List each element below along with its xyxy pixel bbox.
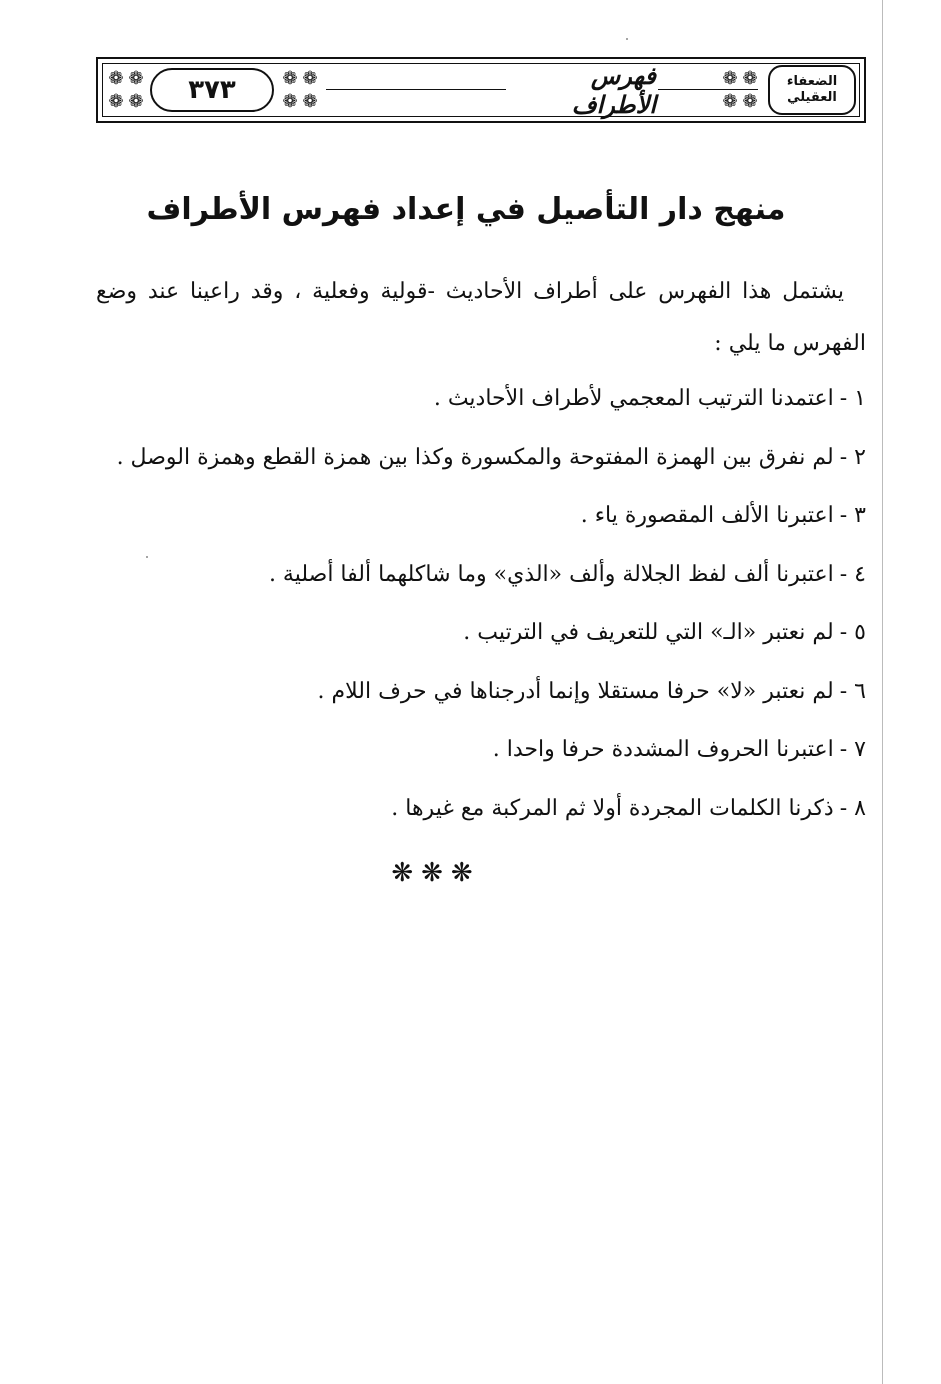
scan-speck [626, 38, 628, 40]
item-number: ٨ - [839, 795, 866, 821]
item-text: لم نعتبر «لا» حرفا مستقلا وإنما أدرجناها في حرف اللام . [317, 678, 834, 704]
list-item [96, 663, 866, 722]
item-number: ٤ - [839, 561, 866, 587]
list-item [96, 429, 866, 488]
item-text: اعتمدنا الترتيب المعجمي لأطراف الأحاديث . [433, 386, 834, 411]
list-item [96, 604, 866, 663]
item-number: ٧ - [839, 737, 866, 762]
list-item [96, 780, 866, 839]
list-item [96, 370, 866, 429]
section-end-stars: ❋❋❋ [391, 858, 481, 888]
book-logo [768, 65, 856, 115]
item-number: ٢ - [839, 444, 866, 470]
intro-paragraph: يشتمل هذا الفهرس على أطراف الأحاديث -قولية وفعلية ، وقد راعينا عند وضع الفهرس ما يلي : [96, 279, 866, 356]
page-header [96, 57, 866, 123]
header-rule-left [326, 89, 506, 90]
header-ornament-right-inner: ❁ ❁ ❁ ❁ [722, 68, 758, 112]
logo-line2: العقيلي [787, 90, 837, 105]
item-text: لم نفرق بين الهمزة المفتوحة والمكسورة وكذا بين همزة القطع وهمزة الوصل . [116, 444, 834, 470]
list-item [96, 721, 866, 780]
item-text: اعتبرنا الألف المقصورة ياء . [580, 503, 834, 528]
header-ornament-left: ❁ ❁ ❁ ❁ [108, 68, 144, 112]
item-number: ٣ - [839, 503, 866, 528]
methodology-list [96, 370, 866, 838]
page-body [96, 180, 866, 888]
item-text: ذكرنا الكلمات المجردة أولا ثم المركبة مع غيرها . [391, 795, 834, 821]
page-number: ٣٧٣ [188, 75, 236, 105]
item-text: لم نعتبر «الـ» التي للتعريف في الترتيب . [463, 620, 834, 645]
item-number: ٥ - [839, 620, 866, 645]
item-text: اعتبرنا ألف لفظ الجلالة وألف «الذي» وما شاكلهما ألفا أصلية . [268, 561, 834, 587]
list-item [96, 487, 866, 546]
item-number: ١ - [839, 386, 866, 411]
item-number: ٦ - [839, 678, 866, 704]
logo-line1: الضعفاء [786, 74, 838, 89]
page-number-cartouche [150, 68, 274, 112]
page-heading: منهج دار التأصيل في إعداد فهرس الأطراف [146, 192, 786, 227]
page-edge-line [882, 0, 883, 1384]
item-text: اعتبرنا الحروف المشددة حرفا واحدا . [492, 737, 834, 762]
header-ornament-left-inner: ❁ ❁ ❁ ❁ [282, 68, 318, 112]
list-item [96, 546, 866, 605]
running-title: فهرس الأطراف [508, 69, 656, 111]
